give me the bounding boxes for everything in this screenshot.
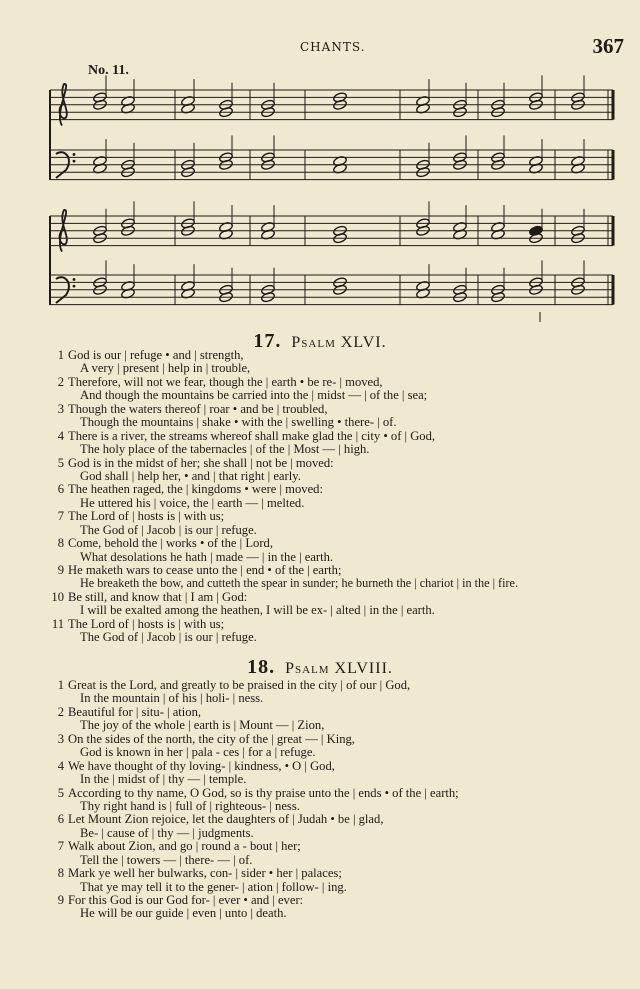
verse-line <box>44 706 634 719</box>
verse-number: 10 <box>51 589 64 604</box>
verse-line <box>44 443 634 456</box>
verse-line <box>44 591 634 604</box>
page-number: 367 <box>592 34 624 58</box>
verse-text: God is known in her | pala - ces | for a | refuge. <box>80 745 316 760</box>
verse-line <box>44 577 634 590</box>
verse-number: 3 <box>57 401 64 416</box>
verse-line <box>44 631 634 644</box>
verse-line <box>44 537 634 550</box>
verse-text: On the sides of the north, the city of the | great — | King, <box>68 731 355 746</box>
verse-text: He breaketh the bow, and cutteth the spear in sunder; he burneth the | chariot | in the | fire. <box>80 576 519 591</box>
verse-number: 6 <box>57 482 64 497</box>
verse-line <box>44 787 634 800</box>
verse-number: 2 <box>57 374 64 389</box>
verse-number: 2 <box>57 704 64 719</box>
verse-text: Great is the Lord, and greatly to be praised in the city | of our | God, <box>68 678 411 692</box>
verse-line <box>44 894 634 907</box>
verse-line <box>44 510 634 523</box>
bass-clef-dot <box>73 285 76 288</box>
verse-text: God is in the midst of her; she shall | not be | moved: <box>68 455 334 470</box>
verse-line <box>44 760 634 773</box>
verse-text: Let Mount Zion rejoice, let the daughters of | Judah • be | glad, <box>68 812 384 827</box>
chant-music-score <box>0 0 640 330</box>
verse-line <box>44 813 634 826</box>
verse-text: The God of | Jacob | is our | refuge. <box>80 522 257 537</box>
verse-text: He will be our guide | even | unto | death. <box>80 906 287 921</box>
verse-text: Be- | cause of | thy — | judgments. <box>80 825 254 840</box>
verse-line <box>44 604 634 617</box>
verse-text: Though the waters thereof | roar • and be | troubled, <box>68 401 328 416</box>
verse-text: For this God is our God for- | ever • and | ever: <box>68 893 304 907</box>
verse-text: He maketh wars to cease unto the | end • of the | earth; <box>68 563 342 577</box>
verse-line <box>44 692 634 705</box>
verse-text: The Lord of | hosts is | with us; <box>68 616 225 631</box>
verse-text: Beautiful for | situ- | ation, <box>68 704 202 719</box>
verse-line <box>44 800 634 813</box>
psalm-number: 17. <box>253 330 282 352</box>
verse-line <box>44 483 634 496</box>
verse-line <box>44 497 634 510</box>
verse-line <box>44 867 634 880</box>
verse-number: 9 <box>57 563 64 577</box>
verse-number: 3 <box>57 731 64 746</box>
verse-text: According to thy name, O God, so is thy praise unto the | ends • of the | earth; <box>68 785 459 800</box>
verse-text: In the mountain | of his | holi- | ness. <box>80 691 264 706</box>
verse-line <box>44 679 634 692</box>
verse-text: That ye may tell it to the gener- | ation | follow- | ing. <box>80 879 347 894</box>
verse-text: The Lord of | hosts is | with us; <box>68 509 225 524</box>
verse-line <box>44 564 634 577</box>
verse-number: 1 <box>57 348 64 362</box>
verse-text: We have thought of thy loving- | kindness, • O | God, <box>68 758 335 773</box>
verse-line <box>44 389 634 402</box>
verse-line <box>44 430 634 443</box>
verse-line <box>44 524 634 537</box>
verse-text: I will be exalted among the heathen, I will be ex- | alted | in the | earth. <box>80 603 435 618</box>
verse-line <box>44 881 634 894</box>
verse-text: Be still, and know that | I am | God: <box>68 589 248 604</box>
chant-number: No. 11. <box>88 63 129 78</box>
running-title: CHANTS. <box>300 40 366 54</box>
verse-text: What desolations he hath | made — | in the | earth. <box>80 549 334 564</box>
verse-line <box>44 362 634 375</box>
verse-text: Walk about Zion, and go | round a - bout | her; <box>68 839 301 854</box>
verse-text: In the | midst of | thy — | temple. <box>80 772 247 787</box>
verse-text: Though the mountains | shake • with the | swelling • there- | of. <box>80 415 397 430</box>
psalm-title: Psalm XLVIII. <box>285 660 393 677</box>
verse-line <box>44 618 634 631</box>
psalm-number: 18. <box>247 656 276 678</box>
verse-text: And though the mountains be carried into the | midst — | of the | sea; <box>80 388 428 403</box>
bass-clef-dot <box>73 153 76 156</box>
verse-number: 7 <box>57 839 64 854</box>
verse-text: Thy right hand is | full of | righteous- | ness. <box>80 798 300 813</box>
bass-clef-dot <box>73 278 76 281</box>
psalm-heading-18 <box>0 656 640 679</box>
verse-number: 5 <box>57 455 64 470</box>
verse-number: 5 <box>57 785 64 800</box>
verse-line <box>44 416 634 429</box>
verse-line <box>44 376 634 389</box>
verse-line <box>44 551 634 564</box>
verse-line <box>44 733 634 746</box>
verse-number: 11 <box>51 616 64 631</box>
verse-line <box>44 457 634 470</box>
verse-text: Come, behold the | works • of the | Lord, <box>68 536 273 551</box>
verse-text: There is a river, the streams whereof shall make glad the | city • of | God, <box>68 428 436 443</box>
verse-number: 6 <box>57 812 64 827</box>
verse-number: 4 <box>57 428 64 443</box>
verse-line <box>44 854 634 867</box>
verse-number: 8 <box>57 866 64 881</box>
verse-line <box>44 907 634 920</box>
verse-text: Tell the | towers — | there- — | of. <box>80 852 253 867</box>
verse-text: The joy of the whole | earth is | Mount — | Zion, <box>80 718 325 733</box>
verse-number: 4 <box>57 758 64 773</box>
verse-line <box>44 470 634 483</box>
verse-line <box>44 827 634 840</box>
verse-line <box>44 719 634 732</box>
verse-line <box>44 349 634 362</box>
psalm-title: Psalm XLVI. <box>291 334 387 351</box>
verse-text: Mark ye well her bulwarks, con- | sider • her | palaces; <box>68 866 342 881</box>
verse-text: God shall | help her, • and | that right | early. <box>80 468 301 483</box>
verse-text: The God of | Jacob | is our | refuge. <box>80 630 257 645</box>
psalm-verses-18 <box>44 679 634 921</box>
verse-number: 1 <box>57 678 64 692</box>
verse-text: The holy place of the tabernacles | of the | Most — | high. <box>80 442 370 457</box>
verse-text: God is our | refuge • and | strength, <box>68 348 244 362</box>
verse-line <box>44 773 634 786</box>
verse-number: 8 <box>57 536 64 551</box>
verse-line <box>44 403 634 416</box>
verse-text: Therefore, will not we fear, though the | earth • be re- | moved, <box>68 374 383 389</box>
verse-line <box>44 746 634 759</box>
verse-text: The heathen raged, the | kingdoms • were | moved: <box>68 482 323 497</box>
verse-number: 7 <box>57 509 64 524</box>
verse-text: He uttered his | voice, the | earth — | melted. <box>80 495 305 510</box>
verse-line <box>44 840 634 853</box>
verse-number: 9 <box>57 893 64 907</box>
psalm-verses-17 <box>44 349 634 645</box>
bass-clef-dot <box>73 160 76 163</box>
verse-text: A very | present | help in | trouble, <box>80 361 251 376</box>
